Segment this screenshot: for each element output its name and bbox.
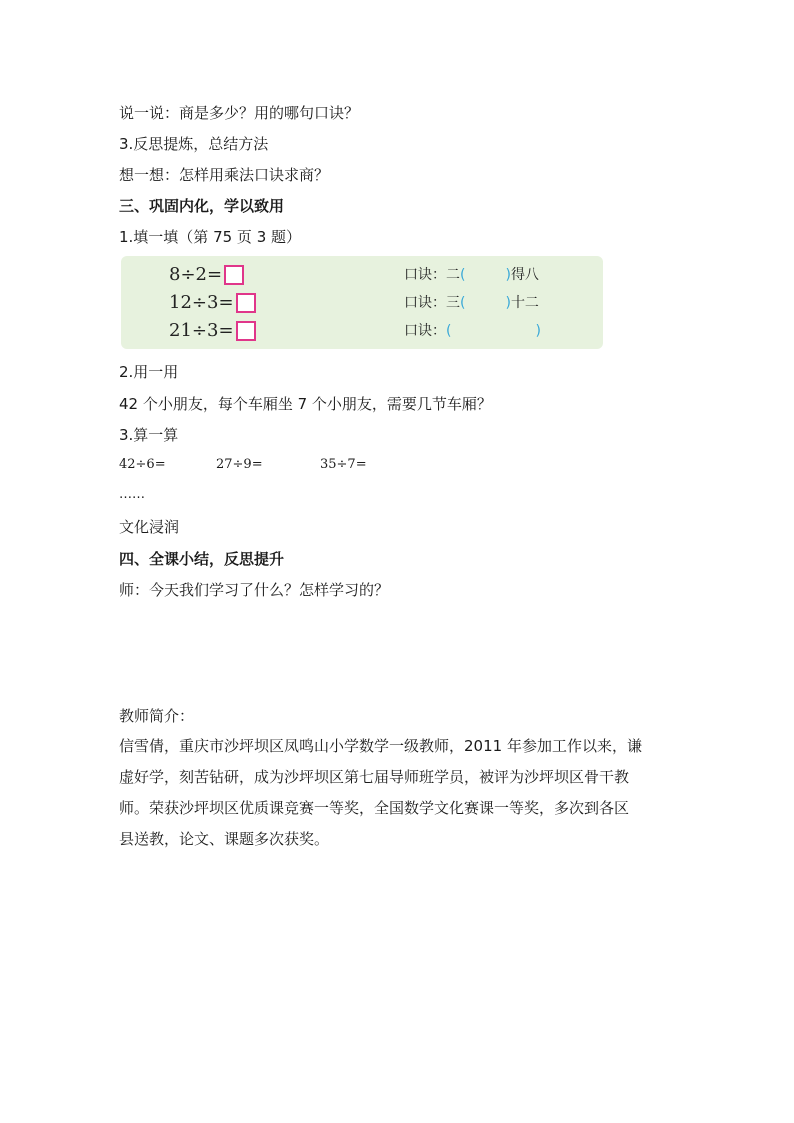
koujue-suffix: 十二 <box>510 295 539 311</box>
section-four-heading: 四、全课小结，反思提升 <box>119 550 285 568</box>
section-three-heading: 三、巩固内化，学以致用 <box>119 197 285 215</box>
koujue-suffix: 得八 <box>510 267 539 283</box>
equation-text: 8÷2= <box>169 264 223 285</box>
calc-item-3: 35÷7= <box>320 457 367 472</box>
equation-row-2 <box>169 291 256 315</box>
bio-title: 教师简介： <box>119 707 195 725</box>
answer-box[interactable] <box>236 293 256 313</box>
equation-row-3 <box>169 319 256 343</box>
culture-label: 文化浸润 <box>119 518 180 536</box>
fill-in-label: 1.填一填（第 75 页 3 题） <box>119 228 302 246</box>
bio-line: 虚好学，刻苦钻研，成为沙坪坝区第七届导师班学员，被评为沙坪坝区骨干教 <box>119 768 630 786</box>
bio-paragraph <box>119 731 679 855</box>
koujue-row-2 <box>404 292 539 314</box>
paren-open: ( <box>446 323 452 339</box>
equation-text: 21÷3= <box>169 320 234 341</box>
koujue-prefix: 口诀：二 <box>404 267 460 283</box>
say-question: 说一说：商是多少？用的哪句口诀？ <box>119 104 360 122</box>
koujue-prefix: 口诀：三 <box>404 295 460 311</box>
answer-box[interactable] <box>224 265 244 285</box>
reflect-heading: 3.反思提炼，总结方法 <box>119 135 269 153</box>
bio-line: 信雪倩，重庆市沙坪坝区凤鸣山小学数学一级教师，2011 年参加工作以来，谦 <box>119 737 642 755</box>
bio-line: 师。荣获沙坪坝区优质课竞赛一等奖，全国数学文化赛课一等奖，多次到各区 <box>119 799 630 817</box>
paren-open: ( <box>460 295 466 311</box>
calc-item-2: 27÷9= <box>216 457 263 472</box>
teacher-question: 师：今天我们学习了什么？怎样学习的？ <box>119 581 390 599</box>
answer-box[interactable] <box>236 321 256 341</box>
bio-line: 县送教，论文、课题多次获奖。 <box>119 830 330 848</box>
calc-item-1: 42÷6= <box>119 457 166 472</box>
ellipsis: …… <box>119 487 145 502</box>
exercise-box <box>121 256 603 349</box>
equation-row-1 <box>169 263 244 287</box>
paren-open: ( <box>460 267 466 283</box>
word-problem: 42 个小朋友，每个车厢坐 7 个小朋友，需要几节车厢？ <box>119 395 492 413</box>
koujue-row-1 <box>404 264 539 286</box>
paren-close: ) <box>505 267 511 283</box>
koujue-row-3 <box>404 320 541 342</box>
think-question: 想一想：怎样用乘法口诀求商？ <box>119 166 330 184</box>
paren-close: ) <box>535 323 541 339</box>
use-label: 2.用一用 <box>119 363 179 381</box>
equation-text: 12÷3= <box>169 292 234 313</box>
paren-close: ) <box>505 295 511 311</box>
calc-label: 3.算一算 <box>119 426 179 444</box>
koujue-prefix: 口诀： <box>404 323 446 339</box>
